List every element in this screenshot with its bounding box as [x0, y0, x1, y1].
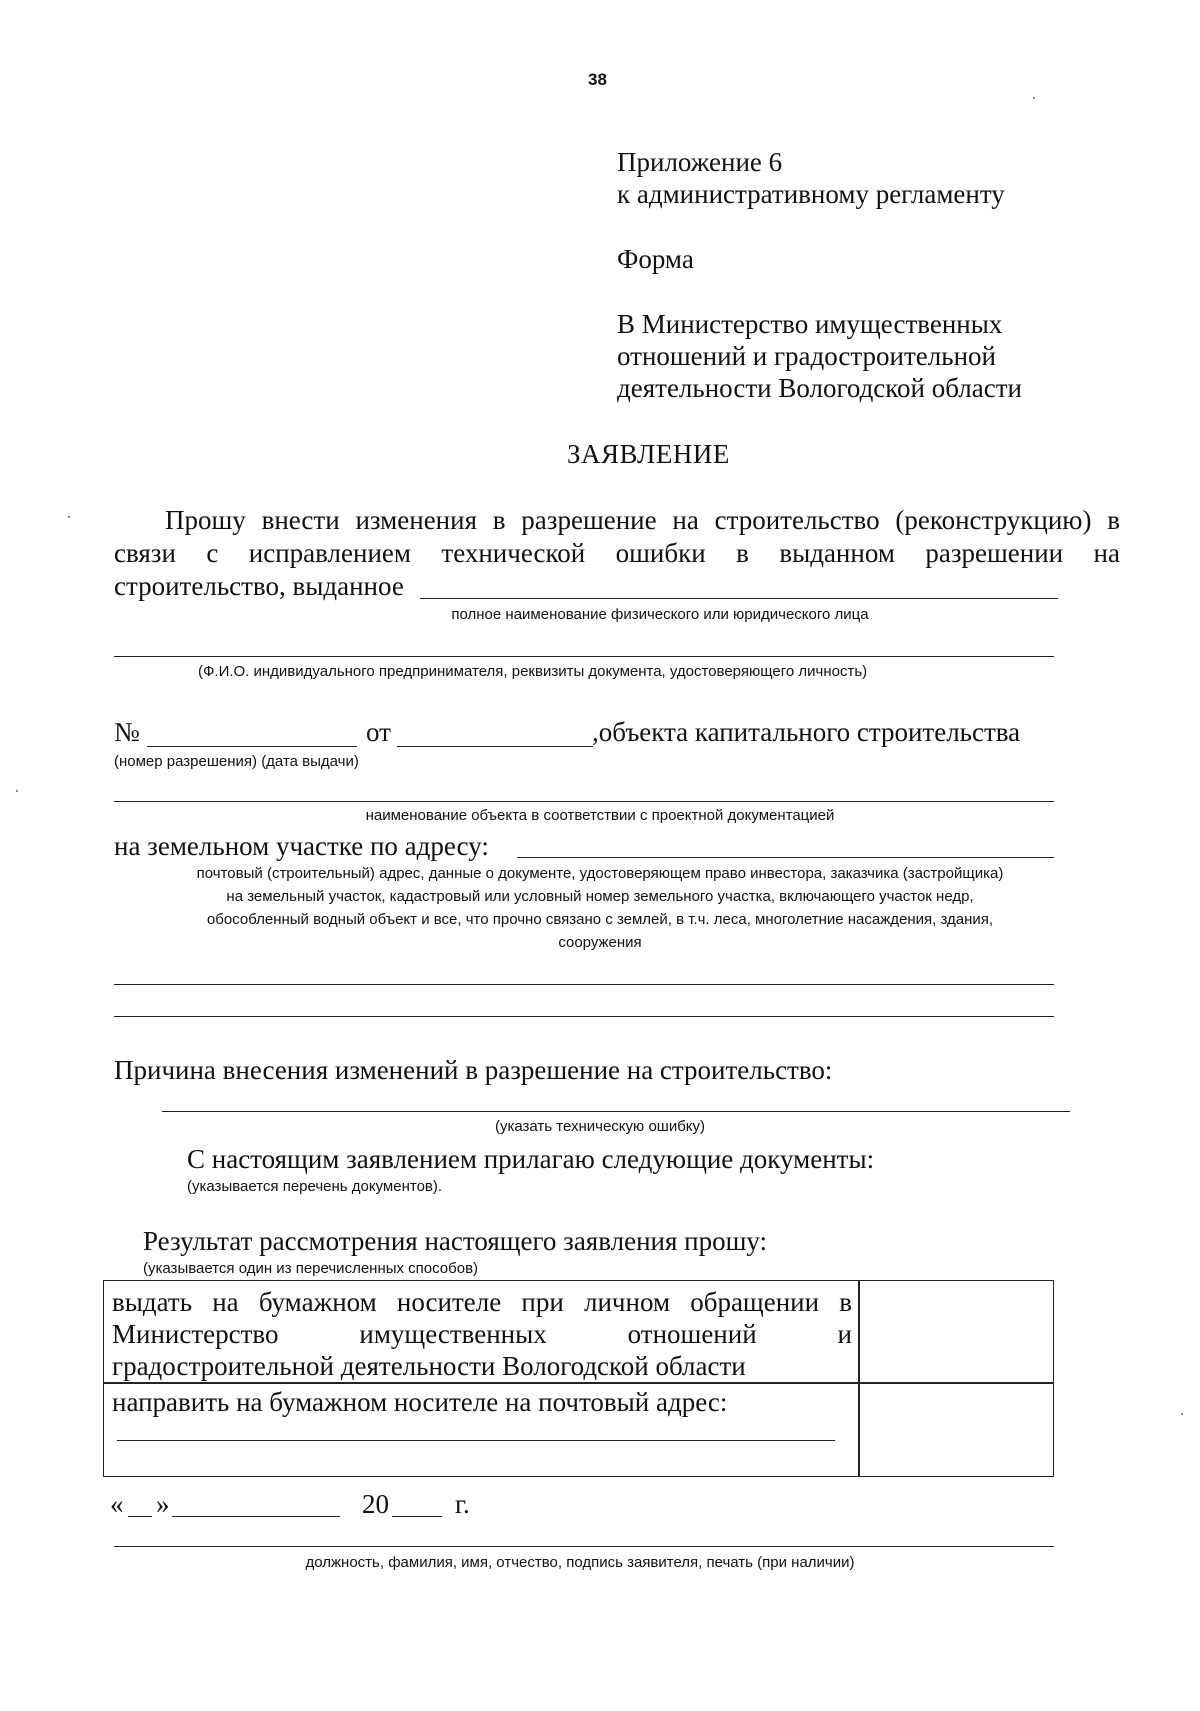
caption-address-4: сооружения	[558, 934, 642, 951]
caption-address-2: на земельный участок, кадастровый или условный номер земельного участка, включающего участок недр,	[226, 888, 974, 905]
issue-date-field[interactable]	[397, 746, 593, 747]
option-1-line-2: Министерство имущественных отношений и	[112, 1319, 852, 1349]
addressee-line-1: В Министерство имущественных	[617, 309, 1003, 339]
request-paragraph-line-3: строительство, выданное	[114, 571, 404, 601]
date-year-field[interactable]	[392, 1516, 442, 1517]
reason-label: Причина внесения изменений в разрешение на строительство:	[114, 1055, 833, 1085]
fio-field[interactable]	[114, 656, 1054, 657]
land-address-field[interactable]	[517, 857, 1054, 858]
date-open-quote: «	[110, 1489, 124, 1519]
page-number: 38	[588, 70, 607, 89]
date-year-prefix: 20	[362, 1489, 389, 1519]
signature-field[interactable]	[114, 1546, 1054, 1547]
date-month-field[interactable]	[172, 1516, 340, 1517]
addressee-line-3: деятельности Вологодской области	[617, 373, 1022, 403]
request-paragraph-line-1: Прошу внести изменения в разрешение на строительство (реконструкцию) в	[165, 505, 1120, 535]
regulation-label: к административному регламенту	[617, 179, 1005, 209]
option-2-text: направить на бумажном носителе на почтовый адрес:	[112, 1387, 728, 1417]
caption-result: (указывается один из перечисленных способов)	[143, 1260, 479, 1277]
date-close-quote: »	[156, 1489, 170, 1519]
attachments-label: С настоящим заявлением прилагаю следующие документы:	[187, 1144, 875, 1174]
caption-address-1: почтовый (строительный) адрес, данные о документе, удостоверяющем право инвестора, заказчика (застройщика)	[196, 865, 1004, 882]
reason-field[interactable]	[162, 1111, 1070, 1112]
date-year-suffix: г.	[455, 1489, 470, 1519]
issued-to-field[interactable]	[420, 598, 1058, 599]
caption-reason: (указать техническую ошибку)	[494, 1118, 706, 1135]
option-1-line-1: выдать на бумажном носителе при личном обращении в	[112, 1287, 852, 1317]
number-sign: №	[114, 717, 140, 747]
caption-object-name: наименование объекта в соответствии с проектной документацией	[365, 807, 835, 824]
date-day-field[interactable]	[128, 1516, 152, 1517]
land-address-label: на земельном участке по адресу:	[114, 831, 489, 861]
signature-caption: должность, фамилия, имя, отчество, подпись заявителя, печать (при наличии)	[305, 1554, 855, 1571]
caption-number-date: (номер разрешения) (дата выдачи)	[114, 753, 359, 770]
scan-speck	[68, 516, 70, 518]
object-name-field[interactable]	[114, 801, 1054, 802]
address-extra-field-1[interactable]	[114, 984, 1054, 985]
document-title: ЗАЯВЛЕНИЕ	[567, 439, 730, 469]
permit-number-field[interactable]	[147, 746, 357, 747]
scan-speck	[1181, 1413, 1183, 1415]
request-paragraph-line-2: связи с исправлением технической ошибки в выданном разрешении на	[114, 538, 1120, 568]
caption-address-3: обособленный водный объект и все, что прочно связано с землей, в т.ч. леса, многолетние насаждения, здания,	[206, 911, 994, 928]
address-extra-field-2[interactable]	[114, 1016, 1054, 1017]
option-1-checkbox[interactable]	[858, 1280, 1054, 1384]
object-text: ,объекта капитального строительства	[592, 717, 1021, 747]
from-word: от	[366, 717, 391, 747]
caption-fio: (Ф.И.О. индивидуального предпринимателя, реквизиты документа, удостоверяющего личность)	[198, 663, 868, 680]
appendix-label: Приложение 6	[617, 147, 783, 177]
form-label: Форма	[617, 244, 694, 274]
option-1-line-3: градостроительной деятельности Вологодской области	[112, 1351, 746, 1381]
option-2-checkbox[interactable]	[858, 1382, 1054, 1477]
caption-attachments: (указывается перечень документов).	[187, 1178, 443, 1195]
postal-address-field[interactable]	[117, 1440, 835, 1441]
scan-speck	[1033, 97, 1035, 99]
addressee-line-2: отношений и градостроительной	[617, 341, 996, 371]
result-label: Результат рассмотрения настоящего заявления прошу:	[143, 1226, 768, 1256]
caption-full-name: полное наименование физического или юридического лица	[451, 606, 869, 623]
scan-speck	[16, 790, 18, 792]
